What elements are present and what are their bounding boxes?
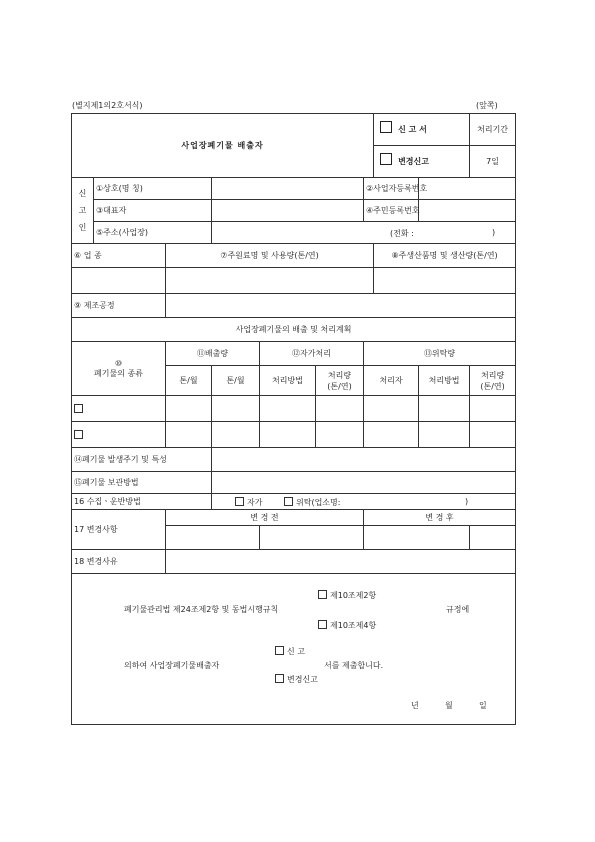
self-treatment-label: ⑫자가처리 <box>260 342 364 366</box>
checkbox-icon[interactable] <box>380 121 392 133</box>
table-cell[interactable] <box>212 396 260 422</box>
table-cell[interactable] <box>470 396 516 422</box>
table-cell[interactable] <box>470 422 516 448</box>
declaration-line-1: 폐기물관리법 제24조제2항 및 동법시행규칙 <box>124 605 279 614</box>
main-product-field[interactable] <box>374 268 516 294</box>
transport-method-label: 16 수집ㆍ운반방법 <box>72 494 212 510</box>
before-change-field[interactable] <box>260 526 364 550</box>
storage-method-field[interactable] <box>212 472 516 494</box>
plan-title: 사업장폐기물의 배출 및 처리계획 <box>72 318 516 342</box>
raw-material-field[interactable] <box>166 268 374 294</box>
resident-no-label: ④주민등록번호 <box>364 200 419 222</box>
storage-method-label: ⑮폐기물 보관방법 <box>72 472 212 494</box>
checkbox-icon[interactable] <box>74 430 83 439</box>
waste-cycle-field[interactable] <box>212 448 516 472</box>
table-cell[interactable] <box>316 396 364 422</box>
table-cell[interactable] <box>364 422 419 448</box>
waste-type-label: ⑩ 폐기물의 종류 <box>72 342 166 396</box>
table-cell[interactable] <box>166 396 212 422</box>
waste-type-row-1[interactable] <box>72 396 166 422</box>
consigned-amount-label: ⑬위탁량 <box>364 342 516 366</box>
checkbox-icon[interactable] <box>275 646 284 655</box>
applicant-side-label: 신 고 인 <box>72 178 94 244</box>
transport-method-field[interactable] <box>212 494 516 510</box>
phone-label: (전화 : <box>390 229 414 238</box>
option-report[interactable]: 신 고 <box>275 646 305 657</box>
after-change-field[interactable] <box>470 526 516 550</box>
checkbox-icon[interactable] <box>318 620 327 629</box>
business-reg-no-label: ②사업자등록번호 <box>364 178 419 200</box>
table-cell[interactable] <box>316 422 364 448</box>
table-cell[interactable] <box>419 396 470 422</box>
table-cell[interactable] <box>212 422 260 448</box>
checkbox-icon[interactable] <box>318 590 327 599</box>
declaration-line-2a: 의하여 사업장폐기물배출자 <box>124 661 220 670</box>
checkbox-icon[interactable] <box>74 404 83 413</box>
unit-label: 톤/월 <box>166 366 212 396</box>
change-reason-label: 18 변경사유 <box>72 550 166 574</box>
representative-field[interactable] <box>212 200 364 222</box>
business-name-field[interactable] <box>212 178 364 200</box>
manufacturing-process-field[interactable] <box>166 294 516 318</box>
business-name-label: ①상호(명 칭) <box>94 178 212 200</box>
option-article-10-4[interactable]: 제10조제4항 <box>318 620 376 631</box>
processing-period-label: 처리기간 <box>470 114 516 146</box>
after-change-field[interactable] <box>364 526 470 550</box>
date-year: 년 <box>411 701 419 710</box>
main-product-label: ⑧주생산품명 및 생산량(톤/연) <box>374 244 516 268</box>
before-change-field[interactable] <box>166 526 260 550</box>
transport-close: ) <box>465 497 469 506</box>
transport-consign-option[interactable]: 위탁(업소명: <box>284 497 340 508</box>
phone-close: ) <box>492 228 496 237</box>
change-items-label: 17 변경사항 <box>72 510 166 550</box>
raw-material-label: ⑦주원료명 및 사용량(톤/연) <box>166 244 374 268</box>
checkbox-icon[interactable] <box>235 497 244 506</box>
report-type-new[interactable]: 신 고 서 <box>374 114 470 146</box>
table-cell[interactable] <box>260 422 316 448</box>
form-number: (별지제1의2호서식) <box>72 101 143 110</box>
resident-no-field[interactable] <box>419 200 516 222</box>
report-form <box>71 113 516 725</box>
representative-label: ③대표자 <box>94 200 212 222</box>
declaration-section <box>72 574 516 725</box>
after-change-label: 변 경 후 <box>364 510 516 526</box>
business-reg-no-field[interactable] <box>419 178 516 200</box>
address-label: ⑤주소(사업장) <box>94 222 212 244</box>
transport-self-option[interactable]: 자가 <box>235 497 262 508</box>
industry-label: ⑥ 업 종 <box>72 244 166 268</box>
change-reason-field[interactable] <box>166 550 516 574</box>
checkbox-icon[interactable] <box>275 674 284 683</box>
report-type-change[interactable]: 변경신고 <box>374 146 470 178</box>
date-month: 월 <box>445 701 453 710</box>
processing-period-value: 7일 <box>470 146 516 178</box>
address-field[interactable] <box>212 222 516 244</box>
treatment-amount-label: 처리량 (톤/연) <box>470 366 516 396</box>
emission-label: ⑪배출량 <box>166 342 260 366</box>
industry-field[interactable] <box>72 268 166 294</box>
declaration-line-2b: 서를 제출합니다. <box>324 661 384 670</box>
waste-type-row-2[interactable] <box>72 422 166 448</box>
table-cell[interactable] <box>364 396 419 422</box>
declaration-rule: 규정에 <box>446 605 470 614</box>
option-change-report[interactable]: 변경신고 <box>275 674 318 685</box>
form-title: 사업장폐기물 배출자 <box>72 114 374 178</box>
table-cell[interactable] <box>419 422 470 448</box>
table-cell[interactable] <box>166 422 212 448</box>
manufacturing-process-label: ⑨ 제조공정 <box>72 294 166 318</box>
page-side: (앞쪽) <box>476 101 498 110</box>
treatment-amount-label: 처리량 (톤/연) <box>316 366 364 396</box>
checkbox-icon[interactable] <box>284 497 293 506</box>
date-day: 일 <box>479 701 487 710</box>
unit-label: 톤/월 <box>212 366 260 396</box>
checkbox-icon[interactable] <box>380 153 392 165</box>
treatment-method-label: 처리방법 <box>260 366 316 396</box>
before-change-label: 변 경 전 <box>166 510 364 526</box>
handler-label: 처리자 <box>364 366 419 396</box>
option-article-10-2[interactable]: 제10조제2항 <box>318 590 376 601</box>
treatment-method-label: 처리방법 <box>419 366 470 396</box>
table-cell[interactable] <box>260 396 316 422</box>
waste-cycle-label: ⑭폐기물 발생주기 및 특성 <box>72 448 212 472</box>
